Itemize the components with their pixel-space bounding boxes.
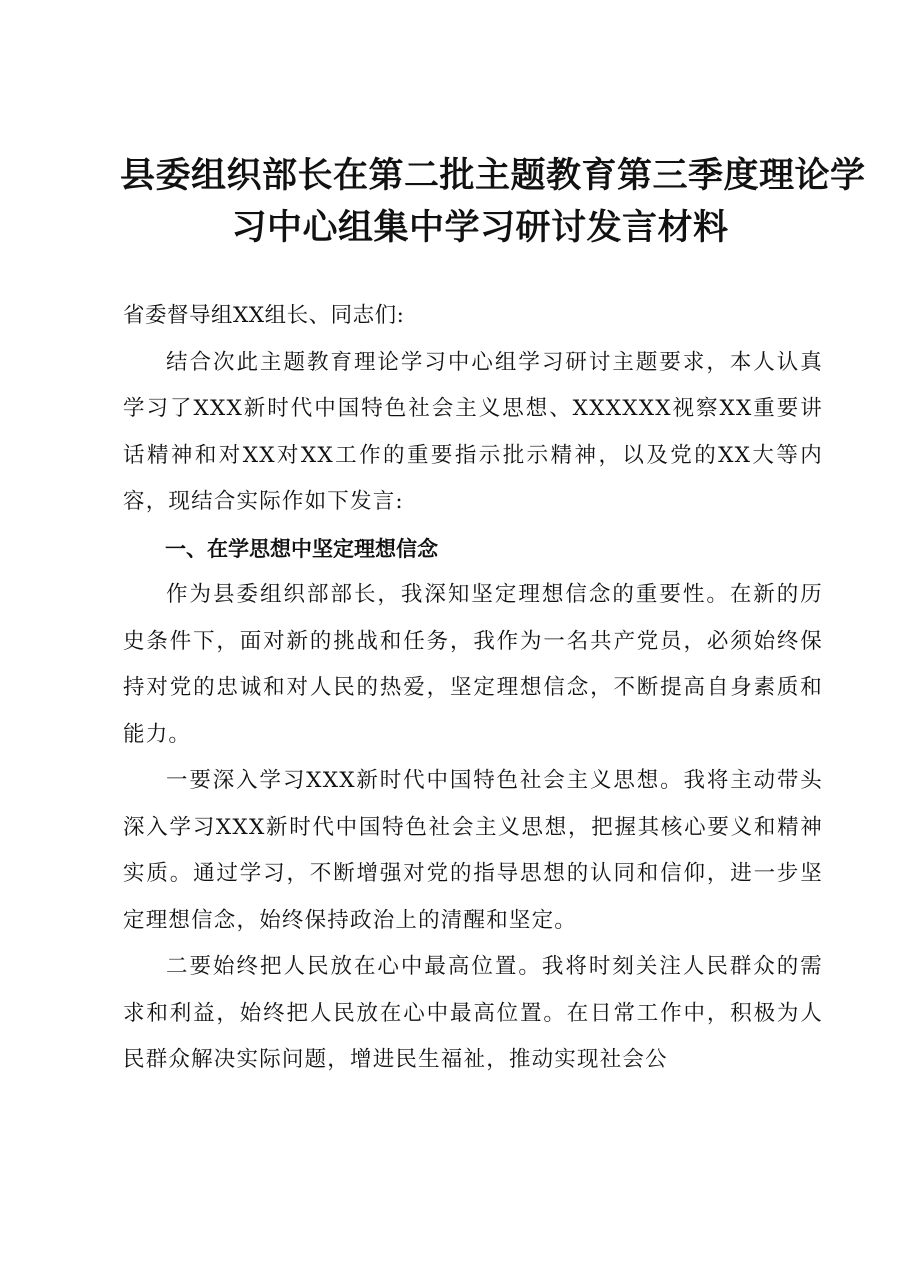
section1-paragraph-1: 作为县委组织部部长，我深知坚定理想信念的重要性。在新的历史条件下，面对新的挑战和任务，我作为一名共产党员，必须始终保持对党的忠诚和对人民的热爱，坚定理想信念，不断提高自身素质和能力。	[123, 582, 823, 747]
document-body	[123, 293, 823, 1084]
section-heading-1: 一、在学思想中坚定理想信念	[165, 536, 438, 561]
salutation: 省委督导组XX组长、同志们:	[123, 303, 405, 328]
intro-paragraph: 结合次此主题教育理论学习中心组学习研讨主题要求，本人认真学习了XXX新时代中国特色社会主义思想、XXXXXX视察XX重要讲话精神和对XX对XX工作的重要指示批示精神，以及党的XX大等内容，现结合实际作如下发言:	[123, 349, 823, 514]
section1-paragraph-3: 二要始终把人民放在心中最高位置。我将时刻关注人民群众的需求和利益，始终把人民放在心中最高位置。在日常工作中，积极为人民群众解决实际问题，增进民生福祉，推动实现社会公	[123, 954, 823, 1072]
document-title	[120, 150, 866, 254]
section1-paragraph-2: 一要深入学习XXX新时代中国特色社会主义思想。我将主动带头深入学习XXX新时代中国特色社会主义思想，把握其核心要义和精神实质。通过学习，不断增强对党的指导思想的认同和信仰，进一步坚定理想信念，始终保持政治上的清醒和坚定。	[123, 768, 823, 933]
title-line-2: 习中心组集中学习研讨发言材料	[231, 207, 729, 248]
title-line-1: 县委组织部长在第二批主题教育第三季度理论学	[120, 155, 866, 196]
